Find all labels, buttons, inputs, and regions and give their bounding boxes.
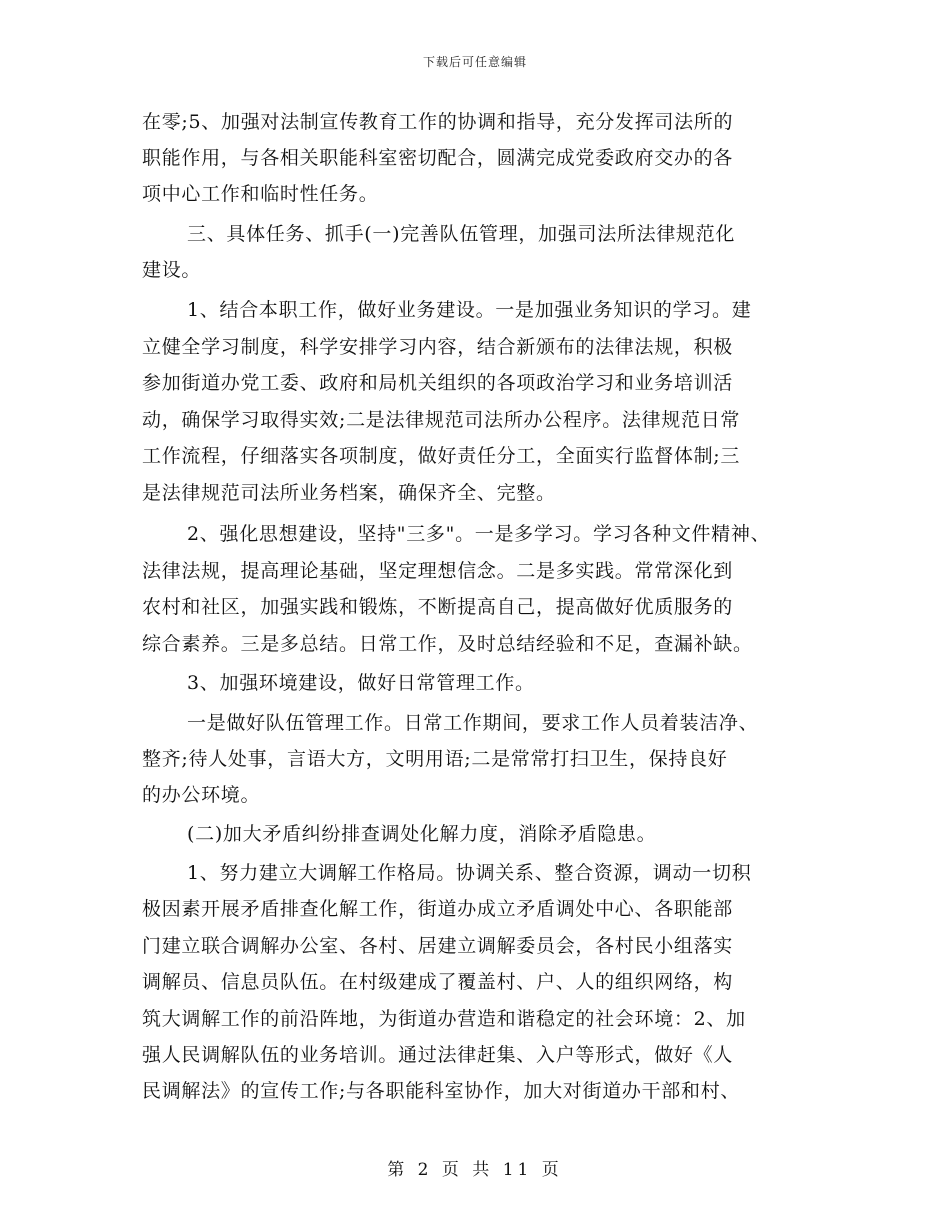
body-line: 法律法规，提高理论基础，坚定理想信念。二是多实践。常常深化到 xyxy=(142,560,734,582)
body-line: 项中心工作和临时性任务。 xyxy=(142,183,379,205)
body-line: 极因素开展矛盾排查化解工作，街道办成立矛盾调处中心、各职能部 xyxy=(142,898,734,920)
body-line: 立健全学习制度，科学安排学习内容，结合新颁布的法律法规，积极 xyxy=(142,336,734,358)
body-line: 是法律规范司法所业务档案，确保齐全、完整。 xyxy=(142,482,556,504)
body-line: 参加街道办党工委、政府和局机关组织的各项政治学习和业务培训活 xyxy=(142,372,734,394)
body-line: 2、强化思想建设，坚持"三多"。一是多学习。学习各种文件精神、 xyxy=(187,523,771,545)
body-line: 在零;5、加强对法制宣传教育工作的协调和指导，充分发挥司法所的 xyxy=(142,111,734,133)
body-line: 三、具体任务、抓手(一)完善队伍管理，加强司法所法律规范化 xyxy=(187,223,736,245)
body-line: 一是做好队伍管理工作。日常工作期间，要求工作人员着装洁净、 xyxy=(187,712,759,734)
body-line: 3、加强环境建设，做好日常管理工作。 xyxy=(187,672,535,694)
body-line: 建设。 xyxy=(142,259,202,281)
body-line: 综合素养。三是多总结。日常工作，及时总结经验和不足，查漏补缺。 xyxy=(142,633,753,655)
body-line: 职能作用，与各相关职能科室密切配合，圆满完成党委政府交办的各 xyxy=(142,147,734,169)
body-line: 1、结合本职工作，做好业务建设。一是加强业务知识的学习。建 xyxy=(187,299,752,321)
body-line: 整齐;待人处事，言语大方，文明用语;二是常常打扫卫生，保持良好 xyxy=(142,748,728,770)
body-line: 调解员、信息员队伍。在村级建成了覆盖村、户、人的组织网络，构 xyxy=(142,971,734,993)
body-line: 农村和社区，加强实践和锻炼，不断提高自己，提高做好优质服务的 xyxy=(142,596,734,618)
body-line: 门建立联合调解办公室、各村、居建立调解委员会，各村民小组落实 xyxy=(142,935,734,957)
body-line: 筑大调解工作的前沿阵地，为街道办营造和谐稳定的社会环境：2、加 xyxy=(142,1008,746,1030)
body-line: 1、努力建立大调解工作格局。协调关系、整合资源，调动一切积 xyxy=(187,862,752,884)
header-note: 下载后可任意编辑 xyxy=(422,55,527,69)
body-line: 强人民调解队伍的业务培训。通过法律赶集、入户等形式，做好《人 xyxy=(142,1044,734,1066)
body-line: 动，确保学习取得实效;二是法律规范司法所办公程序。法律规范日常 xyxy=(142,409,741,431)
body-line: (二)加大矛盾纠纷排查调处化解力度，消除矛盾隐患。 xyxy=(187,823,657,845)
body-line: 民调解法》的宣传工作;与各职能科室协作，加大对街道办干部和村、 xyxy=(142,1080,741,1102)
page-number: 第 2 页 共 11 页 xyxy=(387,1160,563,1180)
body-line: 的办公环境。 xyxy=(142,784,261,806)
body-line: 工作流程，仔细落实各项制度，做好责任分工，全面实行监督体制;三 xyxy=(142,445,741,467)
